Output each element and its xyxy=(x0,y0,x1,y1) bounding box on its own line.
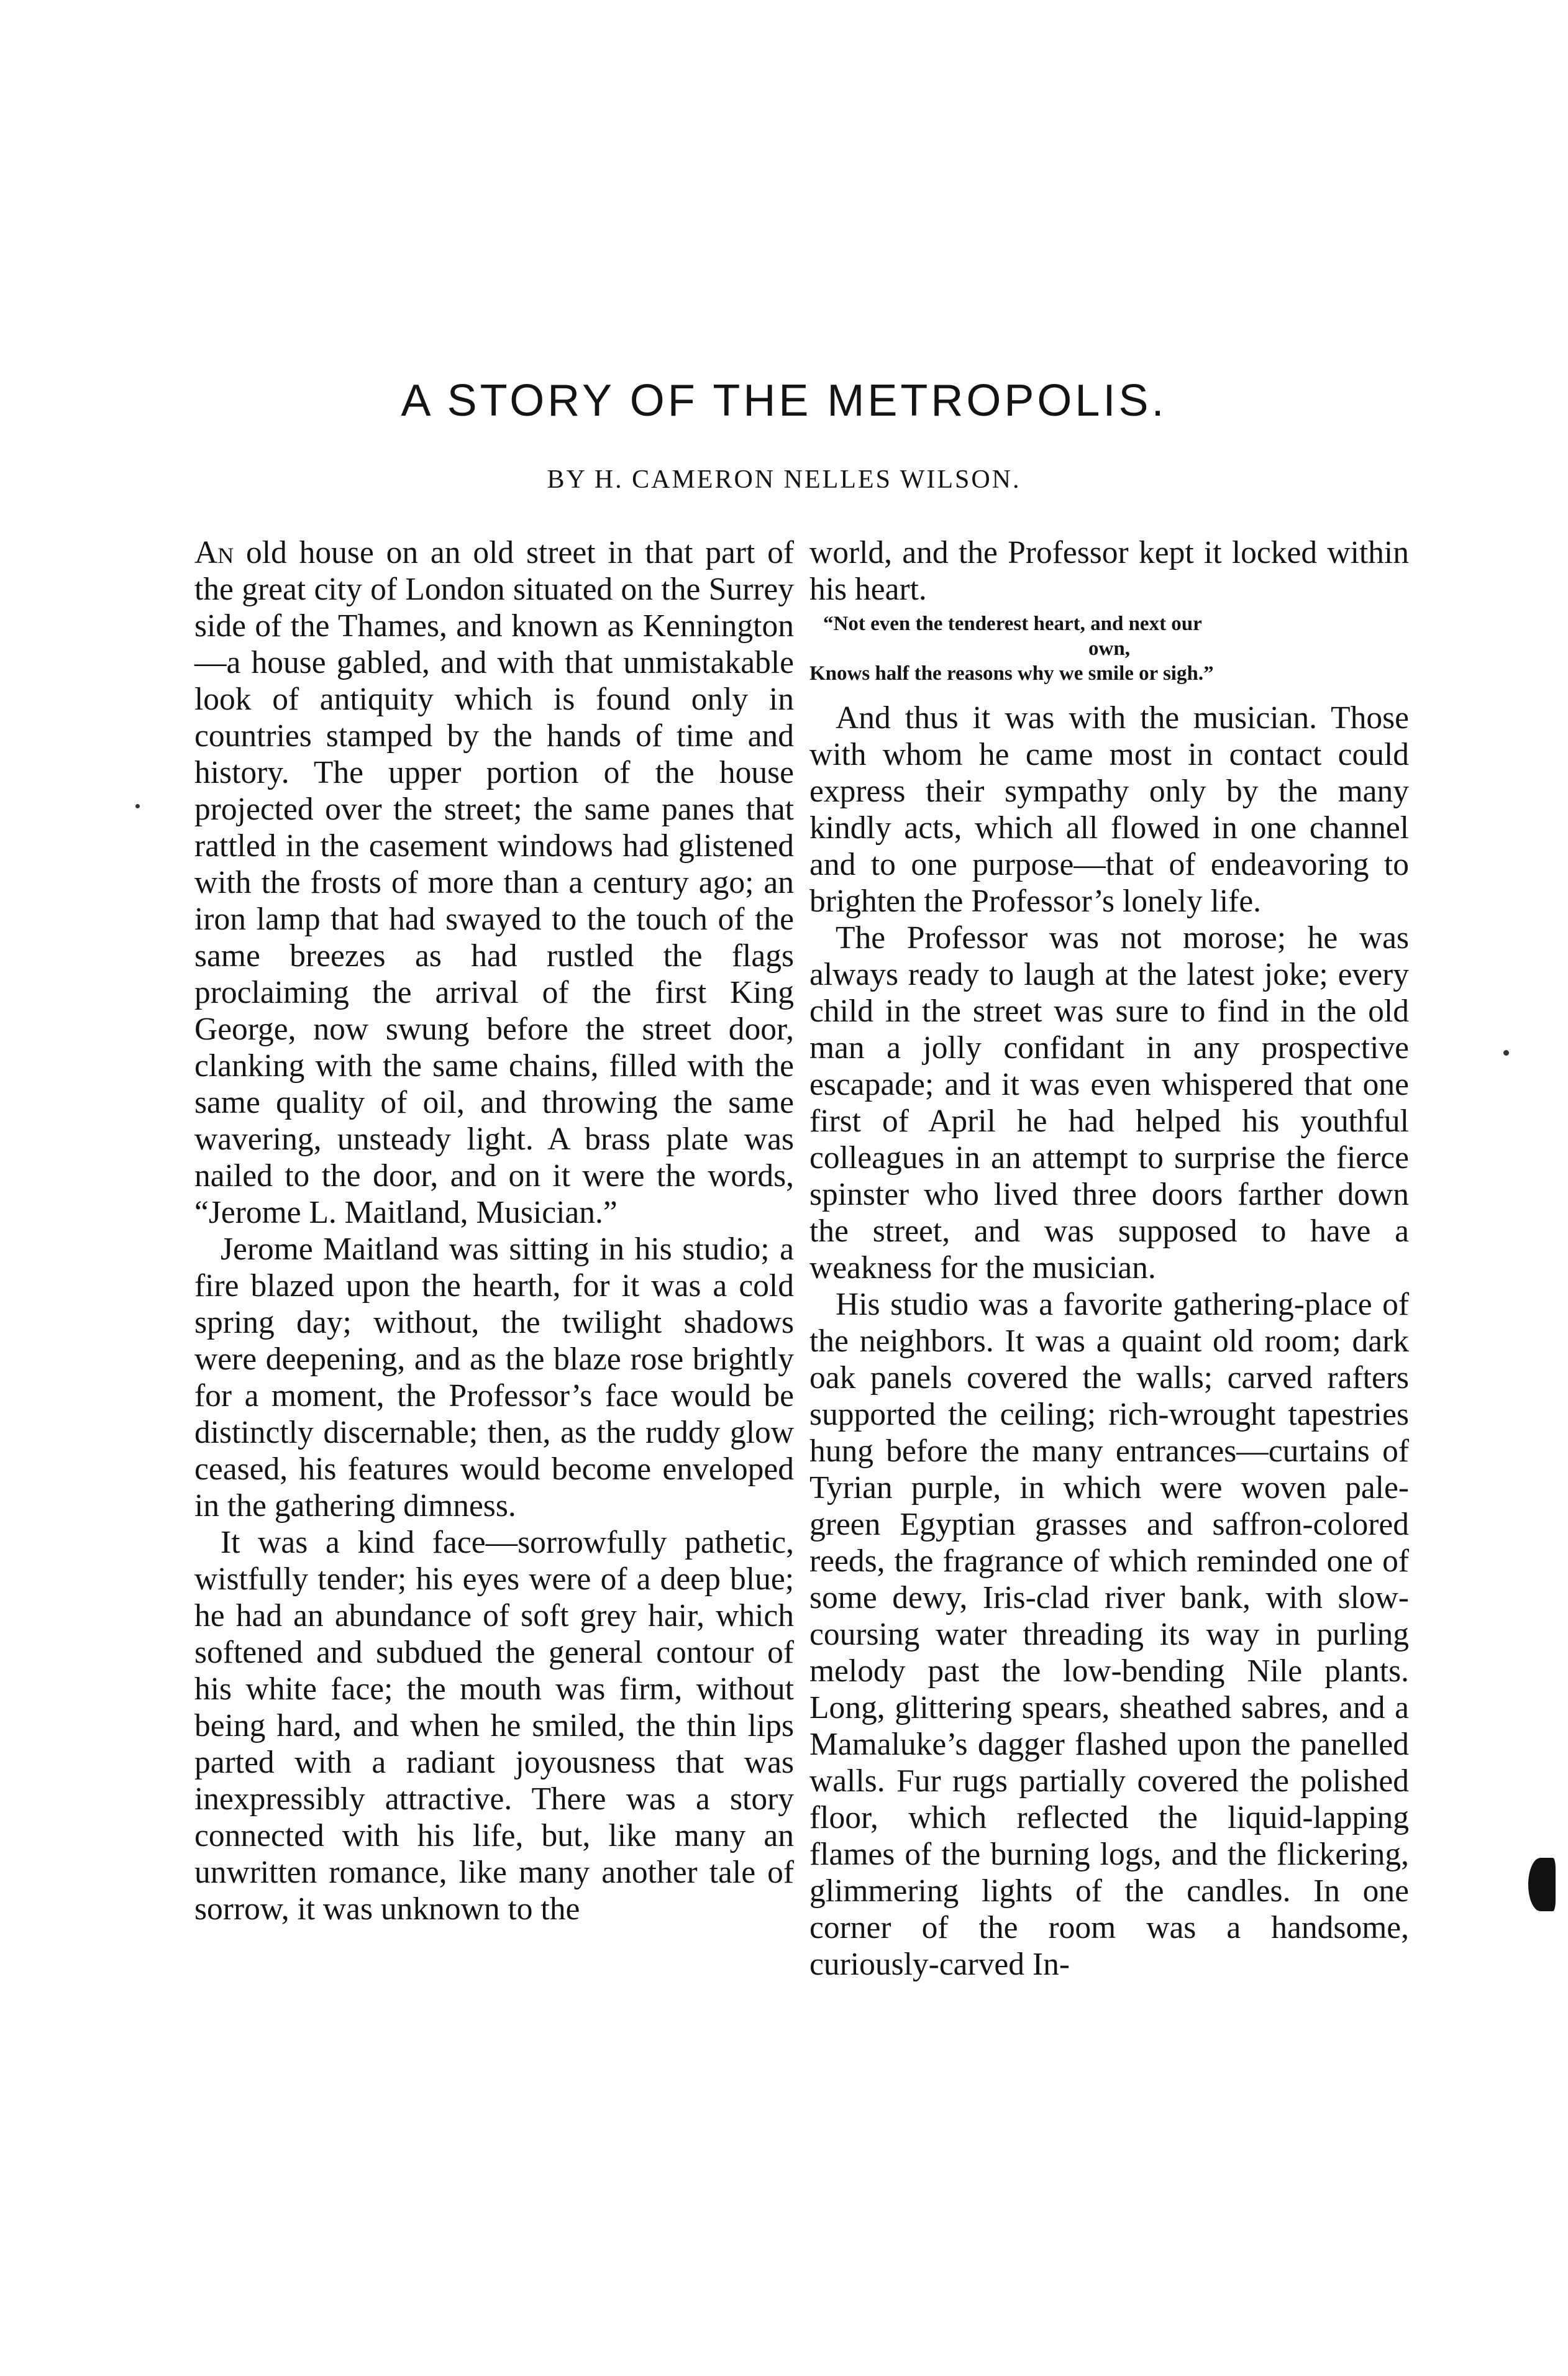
right-column xyxy=(809,534,1409,2224)
right-paragraph-1: world, and the Professor kept it locked within his heart. xyxy=(809,535,1409,607)
margin-speck xyxy=(135,804,140,808)
verse-quote xyxy=(809,608,1409,700)
left-paragraph-2: Jerome Maitland was sitting in his studio; a fire blazed upon the hearth, for it was a cold spring day; without, the twilight shadows were deepening, and as the blaze rose brightly for a moment, the Professor’s face would be distinctly discernable; then, as the ruddy glow ceased, his features would become enveloped in the gathering dimness. xyxy=(194,1231,794,1524)
verse-line-2: own, xyxy=(1088,637,1130,660)
left-paragraph-1 xyxy=(194,534,794,1231)
verse-line-3: Knows half the reasons why we smile or sigh.” xyxy=(809,662,1214,685)
right-paragraph-4: His studio was a favorite gathering-place of the neighbors. It was a quaint old room; dark oak panels covered the walls; carved rafters supported the ceiling; rich-wrought tapestries hung before the many entrances—curtains of Tyrian purple, in which were woven pale-green Egyptian grasses and saffron-colored reeds, the fragrance of which reminded one of some dewy, Iris-clad river bank, with slow-coursing water threading its way in purling melody past the low-bending Nile plants. Long, glittering spears, sheathed sabres, and a Mamaluke’s dagger flashed upon the panelled walls. Fur rugs partially covered the polished floor, which reflected the liquid-lapping flames of the burning logs, and the flickering, glimmering lights of the candles. In one corner of the room was a handsome, curiously-carved In- xyxy=(809,1287,1409,1982)
margin-ink-blot xyxy=(1528,1858,1556,1911)
right-paragraph-2: And thus it was with the musician. Those with whom he came most in contact could express their sympathy only by the many kindly acts, which all flowed in one channel and to one purpose—that of endeavoring to brighten the Professor’s lonely life. xyxy=(809,700,1409,919)
right-paragraph-3: The Professor was not morose; he was always ready to laugh at the latest joke; every child in the street was sure to find in the old man a jolly confidant in any prospective escapade; and it was even whispered that one first of April he had helped his youthful colleagues in an attempt to surprise the fierce spinster who lived three doors farther down the street, and was supposed to have a weakness for the musician. xyxy=(809,920,1409,1286)
left-paragraph-1-text: old house on an old street in that part of the great city of London situated on the Surrey side of the Thames, and known as Kennington—a house gabled, and with that unmistakable look of antiquity which is found only in countries stamped by the hands of time and history. The upper portion of the house projected over the street; the same panes that rattled in the casement windows had glistened with the frosts of more than a century ago; an iron lamp that had swayed to the touch of the same breezes as had rustled the flags proclaiming the arrival of the first King George, now swung before the street door, clanking with the same chains, filled with the same quality of oil, and throwing the same wavering, unsteady light. A brass plate was nailed to the door, and on it were the words, “Jerome L. Maitland, Musician.” xyxy=(194,535,795,1230)
verse-line-1: “Not even the tenderest heart, and next our xyxy=(823,613,1202,635)
margin-speck xyxy=(1503,1050,1509,1056)
dropcap-word: An xyxy=(194,535,234,570)
article-title: A STORY OF THE METROPOLIS. xyxy=(401,376,1167,426)
article-byline: BY H. CAMERON NELLES WILSON. xyxy=(547,465,1021,494)
left-paragraph-3: It was a kind face—sorrowfully pathetic, wistfully tender; his eyes were of a deep blue; he had an abundance of soft grey hair, which softened and subdued the general contour of his white face; the mouth was firm, without being hard, and when he smiled, the thin lips parted with a radiant joyousness that was inexpressibly attractive. There was a story connected with his life, but, like many an unwritten romance, like many another tale of sorrow, it was unknown to the xyxy=(194,1525,794,1927)
left-column xyxy=(194,534,794,2224)
